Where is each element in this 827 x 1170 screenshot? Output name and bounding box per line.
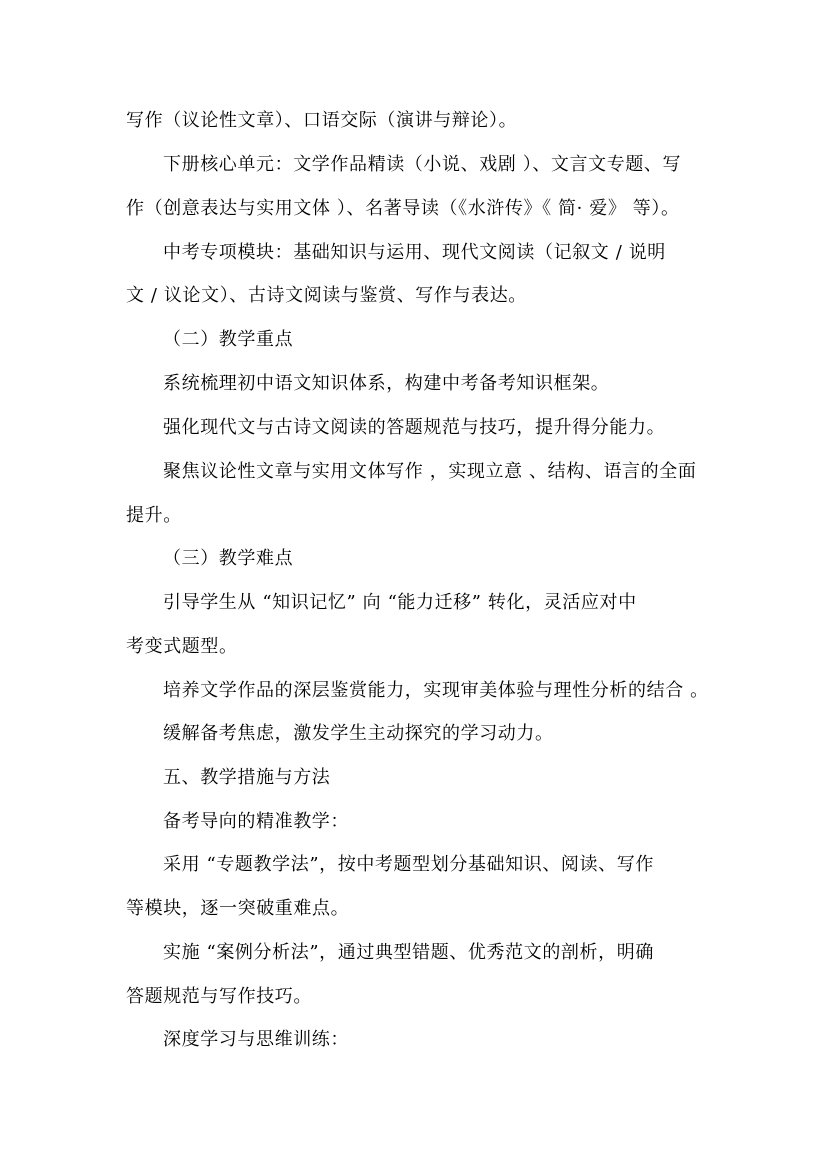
text-line-exam-module-cont: 文 / 议论文）、古诗文阅读与鉴赏、写作与表达。 bbox=[126, 285, 527, 306]
text-line-measure-2-cont: 答题规范与写作技巧。 bbox=[126, 986, 312, 1007]
section-heading-key-points: （二）教学重点 bbox=[163, 329, 294, 350]
text-line-second-volume-cont: 作（创意表达与实用文体 ）、名著导读（《水浒传》《 简· 爱》 等）。 bbox=[126, 198, 680, 219]
text-line-difficulty-2: 培养文学作品的深层鉴赏能力，实现审美体验与理性分析的结合 。 bbox=[163, 680, 709, 701]
text-line-exam-module: 中考专项模块：基础知识与运用、现代文阅读（记叙文 / 说明 bbox=[163, 242, 666, 263]
text-line-second-volume: 下册核心单元：文学作品精读（小说、戏剧 ）、文言文专题、写 bbox=[163, 154, 682, 175]
text-line-measure-2: 实施 “案例分析法”，通过典型错题、优秀范文的剖析，明确 bbox=[163, 942, 654, 963]
text-line-key-point-1: 系统梳理初中语文知识体系，构建中考备考知识框架。 bbox=[163, 373, 610, 394]
text-line-key-point-3-cont: 提升。 bbox=[126, 505, 182, 526]
text-line-key-point-3: 聚焦议论性文章与实用文体写作 ，实现立意 、结构、语言的全面 bbox=[163, 461, 697, 482]
section-heading-measures: 五、教学措施与方法 bbox=[163, 767, 331, 788]
text-line-difficulty-3: 缓解备考焦虑，激发学生主动探究的学习动力。 bbox=[163, 723, 554, 744]
text-line-key-point-2: 强化现代文与古诗文阅读的答题规范与技巧，提升得分能力。 bbox=[163, 417, 666, 438]
subheading-exam-oriented: 备考导向的精准教学： bbox=[163, 811, 349, 832]
text-line-measure-1: 采用 “专题教学法”，按中考题型划分基础知识、阅读、写作 bbox=[163, 854, 654, 875]
section-heading-difficulties: （三）教学难点 bbox=[163, 548, 294, 569]
text-line-continuation: 写作（议论性文章）、口语交际（演讲与辩论）。 bbox=[126, 110, 518, 131]
text-line-difficulty-1-cont: 考变式题型。 bbox=[126, 636, 238, 657]
text-line-measure-1-cont: 等模块，逐一突破重难点。 bbox=[126, 898, 350, 919]
text-line-difficulty-1: 引导学生从 “知识记忆” 向 “能力迁移” 转化，灵活应对中 bbox=[163, 592, 637, 613]
subheading-deep-learning: 深度学习与思维训练： bbox=[163, 1029, 349, 1050]
